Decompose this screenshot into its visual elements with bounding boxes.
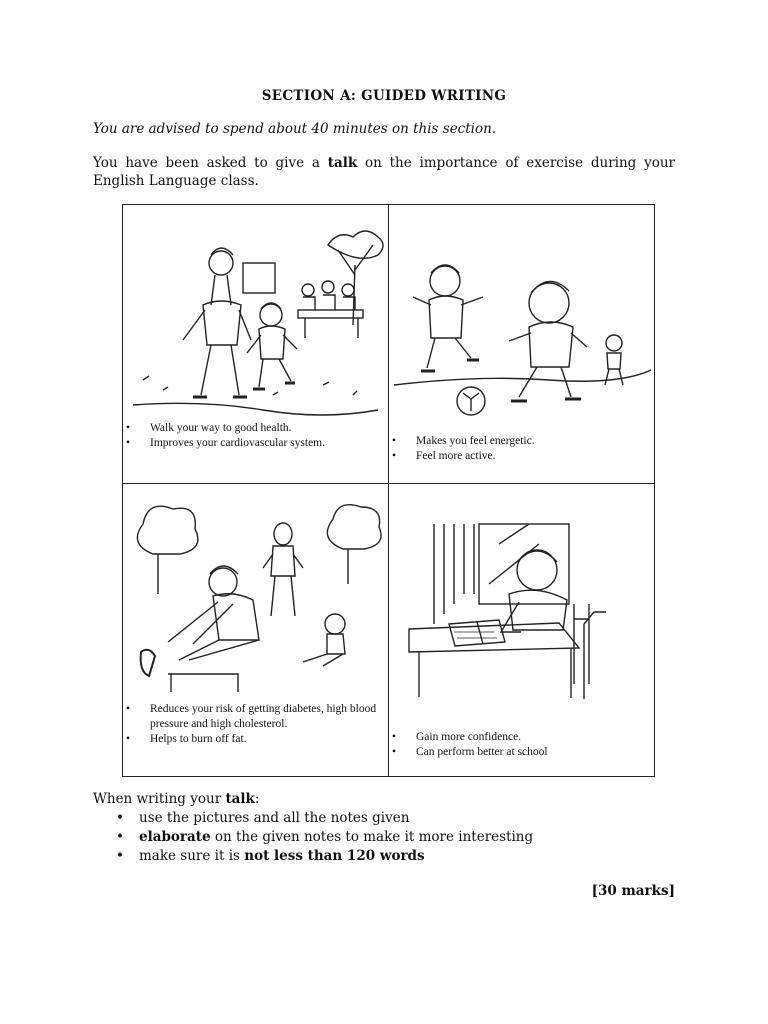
- note-perform-school: • Can perform better at school: [390, 745, 645, 760]
- note-burn-fat: • Helps to burn off fat.: [124, 732, 379, 747]
- writing-head-keyword: talk: [225, 791, 255, 807]
- requirement-word-count-keyword: not less than 120 words: [244, 848, 425, 864]
- panel-stretching: [123, 484, 388, 776]
- requirement-elaborate: [114, 828, 533, 847]
- walking-illustration: [123, 205, 388, 420]
- panel-stretching-notes: [124, 702, 379, 747]
- requirement-elaborate-text: on the given notes to make it more interesting: [210, 829, 534, 845]
- intro-text-end: on the importance of exercise during your English Language class.: [93, 155, 675, 189]
- marks-label: [30 marks]: [591, 883, 675, 899]
- writing-requirements: [114, 809, 533, 866]
- time-advice: You are advised to spend about 40 minutes on this section.: [93, 121, 497, 137]
- note-walk-health: • Walk your way to good health.: [124, 421, 379, 436]
- task-instruction: [93, 154, 675, 190]
- note-confidence: • Gain more confidence.: [390, 730, 645, 745]
- studying-illustration: [389, 484, 654, 699]
- panel-walking-notes: [124, 421, 379, 451]
- picture-grid: [122, 204, 655, 777]
- section-title: SECTION A: GUIDED WRITING: [261, 88, 507, 104]
- panel-studying-notes: [390, 730, 645, 760]
- note-cardiovascular: • Improves your cardiovascular system.: [124, 436, 379, 451]
- panel-football-notes: [390, 434, 645, 464]
- panel-football: [389, 205, 654, 483]
- note-active: • Feel more active.: [390, 449, 645, 464]
- note-diabetes: • Reduces your risk of getting diabetes, high blood pressure and high cholesterol.: [124, 702, 379, 732]
- football-illustration: [389, 205, 654, 420]
- panel-walking: [123, 205, 388, 483]
- requirement-elaborate-keyword: elaborate: [139, 829, 211, 845]
- writing-head-start: When writing your: [93, 791, 226, 807]
- requirement-use-pictures: • use the pictures and all the notes given: [114, 809, 533, 828]
- stretching-illustration: [123, 484, 388, 699]
- requirement-word-count: [114, 847, 533, 866]
- writing-head-end: :: [254, 791, 260, 807]
- intro-keyword: talk: [327, 155, 358, 171]
- note-energetic: • Makes you feel energetic.: [390, 434, 645, 449]
- panel-studying: [389, 484, 654, 776]
- writing-instructions-heading: [93, 791, 259, 807]
- intro-text-start: You have been asked to give a: [93, 155, 328, 171]
- requirement-word-count-text: make sure it is: [139, 848, 245, 864]
